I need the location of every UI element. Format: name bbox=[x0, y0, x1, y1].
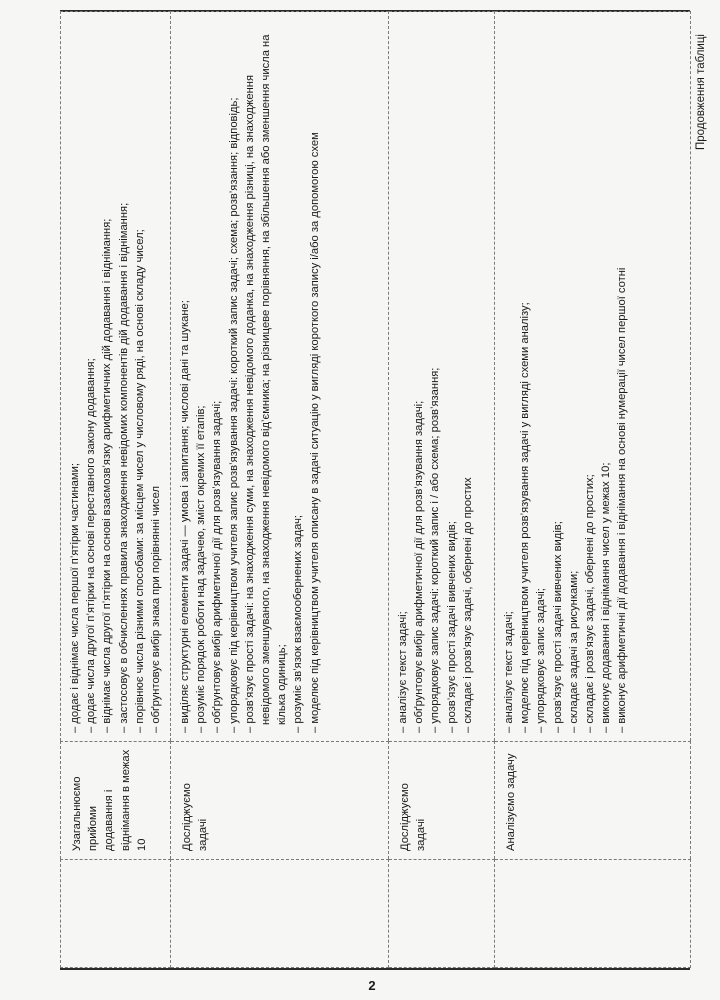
list-item: – додає числа другої п’ятірки на основі переставного закону додавання; bbox=[83, 18, 99, 733]
list-item: – обґрунтовує вибір знака при порівнянні чисел bbox=[148, 18, 164, 733]
topic-cell: Досліджуємо задачі bbox=[171, 742, 389, 860]
list-item: – розуміє порядок роботи над задачею, зміст окремих її етапів; bbox=[193, 18, 209, 733]
list-item: – аналізує текст задачі; bbox=[395, 18, 411, 733]
page-sheet: Продовження таблиці Узагальнюємо прийоми додавання і віднімання в межах 10 – додає і віднімає числа першої п’ятірки частинами; – додає числа другої п’ятірки на основі переставного закону додавання; – віднімає числа другої п’ятірки на основі взаємозв’язку арифметичних дій додавання і віднімання; – застосовує в обчисленнях правила знаходження невідомих компонентів дій додавання і віднімання; – порівнює числа різними способами: за місцем чисел у числовому ряді, на основі складу чисел; – обґрунтовує вибір знака при порівнянні чисел Досліджуємо задачі – виділяє структурні елементи задачі — умова і запитання; числові дані та шукане; – розуміє порядок роботи над задачею, зміст окремих її етапів; – обґрунтовує вибір арифметичної дії для розв’язування задачі; – упорядковує під керівництвом учителя запис розв’язування задачі: короткий запис задачі; схема; розв’язання; відповідь; – розв’язує прості задачі: на знаходження суми, на знаходження невідомого доданка, на знаходження різниці, на знаходження невідомого зменшуваного, на знаходження невідомого від’ємника; на різницеве порівняння, на збільшення або зменшення числа на кілька одиниць; – розуміє зв’язок взаємообернених задач; – моделює під керівництвом учителя описану в задачі ситуацію у вигляді короткого запису і/або за допомогою схем Досліджуємо задачі – аналізує текст задачі; – обґрунтовує вибір арифметичної дії для розв’язування задачі; – упорядковує запис задачі: короткий запис і / або схема; розв’язання; – розв’язує прості задачі вивчених видів; – складає і розв’язує задачі, обернені до простих Аналізуємо задачу – аналізує текст задачі; – моделює під керівництвом учителя розв’язування задачі у вигляді схеми аналізу; – упорядковує запис задачі; – розв’язує прості задачі вивчених видів; – складає задачі за рисунками; – складає і розв’язує задачі, обернені до простих; – виконує додавання і віднімання чисел у межах 10; – виконує арифметичні дії додавання і віднімання на основі нумерації чисел першої сотні 2 bbox=[0, 0, 720, 1000]
topic-cell: Аналізуємо задачу bbox=[495, 742, 691, 860]
list-item: – складає і розв’язує задачі, обернені до простих bbox=[460, 18, 476, 733]
list-item: – обґрунтовує вибір арифметичної дії для розв’язування задачі; bbox=[411, 18, 427, 733]
curriculum-table bbox=[60, 11, 691, 968]
list-item: – обґрунтовує вибір арифметичної дії для розв’язування задачі; bbox=[209, 18, 225, 733]
empty-cell bbox=[495, 860, 691, 968]
topic-cell: Досліджуємо задачі bbox=[389, 742, 495, 860]
outcomes-cell bbox=[389, 12, 495, 742]
list-item: – додає і віднімає числа першої п’ятірки частинами; bbox=[67, 18, 83, 733]
list-item: – моделює під керівництвом учителя розв’язування задачі у вигляді схеми аналізу; bbox=[517, 18, 533, 733]
empty-cell bbox=[389, 860, 495, 968]
list-item: – упорядковує запис задачі: короткий запис і / або схема; розв’язання; bbox=[427, 18, 443, 733]
list-item: – застосовує в обчисленнях правила знаходження невідомих компонентів дій додавання і віднімання; bbox=[116, 18, 132, 733]
list-item: – розв’язує прості задачі вивчених видів; bbox=[550, 18, 566, 733]
outcomes-cell bbox=[171, 12, 389, 742]
list-item: – розуміє зв’язок взаємообернених задач; bbox=[290, 18, 306, 733]
table-row bbox=[389, 12, 495, 968]
list-item: – упорядковує запис задачі; bbox=[533, 18, 549, 733]
list-item: – виконує додавання і віднімання чисел у межах 10; bbox=[598, 18, 614, 733]
outcomes-list bbox=[501, 18, 631, 733]
list-item: – виконує арифметичні дії додавання і віднімання на основі нумерації чисел першої сотні bbox=[614, 18, 630, 733]
list-item: – упорядковує під керівництвом учителя запис розв’язування задачі: короткий запис задачі; схема; розв’язання; відповідь; bbox=[226, 18, 242, 733]
topic-cell: Узагальнюємо прийоми додавання і віднімання в межах 10 bbox=[61, 742, 171, 860]
outcomes-list bbox=[177, 18, 323, 733]
empty-cell bbox=[61, 860, 171, 968]
outcomes-cell bbox=[61, 12, 171, 742]
page-number: 2 bbox=[368, 978, 376, 993]
list-item: – аналізує текст задачі; bbox=[501, 18, 517, 733]
outcomes-list bbox=[395, 18, 476, 733]
table-row bbox=[495, 12, 691, 968]
list-item: – складає і розв’язує задачі, обернені до простих; bbox=[582, 18, 598, 733]
list-item: – порівнює числа різними способами: за місцем чисел у числовому ряді, на основі складу чисел; bbox=[132, 18, 148, 733]
table-row bbox=[61, 12, 171, 968]
rotated-table bbox=[60, 12, 690, 968]
outcomes-cell bbox=[495, 12, 691, 742]
list-item: – моделює під керівництвом учителя описану в задачі ситуацію у вигляді короткого запису і/або за допомогою схем bbox=[307, 18, 323, 733]
outcomes-list bbox=[67, 18, 164, 733]
list-item: – віднімає числа другої п’ятірки на основі взаємозв’язку арифметичних дій додавання і віднімання; bbox=[99, 18, 115, 733]
list-item: – складає задачі за рисунками; bbox=[566, 18, 582, 733]
list-item: – розв’язує прості задачі вивчених видів; bbox=[444, 18, 460, 733]
list-item: – виділяє структурні елементи задачі — умова і запитання; числові дані та шукане; bbox=[177, 18, 193, 733]
empty-cell bbox=[171, 860, 389, 968]
list-item: – розв’язує прості задачі: на знаходження суми, на знаходження невідомого доданка, на знаходження різниці, на знаходження невідомого зменшуваного, на знаходження невідомого від’ємника; на різницеве порівняння, на збільшення або зменшення числа на кілька одиниць; bbox=[242, 18, 291, 733]
table-row bbox=[171, 12, 389, 968]
